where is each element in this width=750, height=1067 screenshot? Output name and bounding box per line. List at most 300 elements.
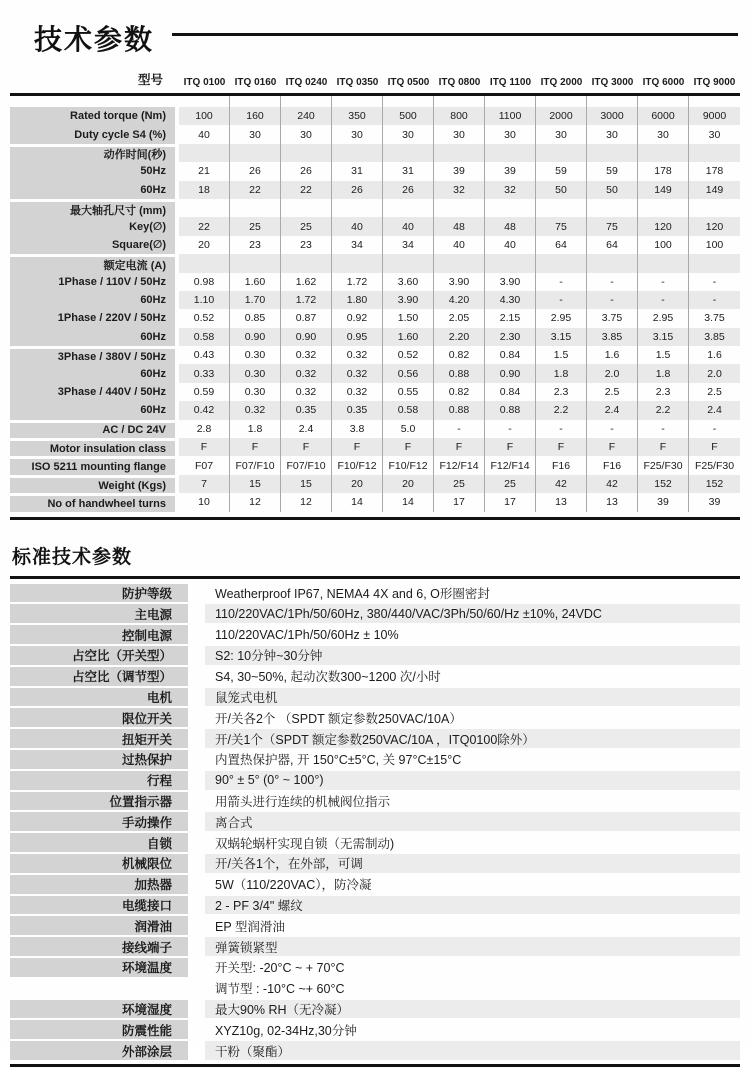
spec-cell <box>638 254 689 272</box>
spec-row-label: 50Hz <box>10 162 175 180</box>
spec-cell: 40 <box>383 217 434 235</box>
spec-cell: - <box>587 291 638 309</box>
spec-cell: - <box>536 291 587 309</box>
spec-cell: F <box>638 438 689 456</box>
spec-table-leadin <box>10 96 740 107</box>
spec-cell: 20 <box>179 236 230 254</box>
spec-row-cells <box>179 162 740 180</box>
spec-cell: 152 <box>638 475 689 493</box>
table-row <box>10 875 740 896</box>
table-row <box>10 420 740 438</box>
spec-cell: 0.32 <box>332 364 383 382</box>
spec-cell: - <box>638 273 689 291</box>
table-row <box>10 729 740 750</box>
spec-cell: 2.3 <box>638 383 689 401</box>
spec-cell: 2.2 <box>536 401 587 419</box>
spec-cell: 0.35 <box>281 401 332 419</box>
spec-row-cells <box>179 364 740 382</box>
spec-cell: 1.5 <box>536 346 587 364</box>
lead-cell <box>230 96 281 107</box>
spec-cell <box>230 199 281 217</box>
spec-cell: 2.20 <box>434 328 485 346</box>
title-row <box>34 18 740 58</box>
model-header: ITQ 0350 <box>336 77 379 88</box>
spec-cell: 3.8 <box>332 420 383 438</box>
table-row <box>10 646 740 667</box>
spec-cell <box>332 254 383 272</box>
model-header: ITQ 0800 <box>438 77 481 88</box>
spec-cell: 2.4 <box>587 401 638 419</box>
spec-row-label: AC / DC 24V <box>10 420 175 438</box>
spec-cell: - <box>434 420 485 438</box>
std-row-label: 外部涂层 <box>10 1041 188 1060</box>
std-row-value: XYZ10g, 02-34Hz,30分钟 <box>215 1023 357 1038</box>
spec-cell <box>485 144 536 162</box>
table-row <box>10 584 740 605</box>
spec-cell <box>689 144 740 162</box>
spec-cell: 22 <box>281 181 332 199</box>
spec-row-label: 60Hz <box>10 181 175 199</box>
std-row-value: 开/关各2个 （SPDT 额定参数250VAC/10A） <box>215 711 462 726</box>
spec-cell: 0.43 <box>179 346 230 364</box>
spec-cell: 75 <box>587 217 638 235</box>
spec-cell: 23 <box>230 236 281 254</box>
spec-row-cells <box>179 144 740 162</box>
spec-cell: 25 <box>434 475 485 493</box>
spec-row-label: 60Hz <box>10 291 175 309</box>
spec-row-cells <box>179 438 740 456</box>
spec-cell: F <box>485 438 536 456</box>
std-row-value: 110/220VAC/1Ph/50/60Hz ± 10% <box>215 627 399 642</box>
std-row-value: 开/关1个（SPDT 额定参数250VAC/10A ，ITQ0100除外） <box>205 729 740 748</box>
spec-cell <box>230 254 281 272</box>
title-rule <box>172 33 738 36</box>
spec-cell: 2.30 <box>485 328 536 346</box>
spec-cell: 2.3 <box>536 383 587 401</box>
spec-cell: 0.82 <box>434 346 485 364</box>
spec-cell: 32 <box>485 181 536 199</box>
spec-cell: 500 <box>383 107 434 125</box>
spec-cell: 1100 <box>485 107 536 125</box>
std-row-value: 弹簧锁紧型 <box>205 937 740 956</box>
spec-cell: F <box>230 438 281 456</box>
page-title: 技术参数 <box>34 24 155 55</box>
std-row-label: 占空比（开关型） <box>10 646 188 665</box>
table-row <box>10 107 740 125</box>
spec-cell: 30 <box>638 125 689 143</box>
spec-cell: 3.90 <box>434 273 485 291</box>
spec-cell: 0.35 <box>332 401 383 419</box>
label-spacer <box>10 96 175 107</box>
std-row-label: 行程 <box>10 771 188 790</box>
std-row-value: EP 型润滑油 <box>215 919 285 934</box>
spec-cell: 13 <box>536 493 587 511</box>
spec-cell: 2000 <box>536 107 587 125</box>
spec-row-cells <box>179 328 740 346</box>
spec-cell: 3.60 <box>383 273 434 291</box>
spec-cell: 22 <box>230 181 281 199</box>
spec-cell: 1.8 <box>638 364 689 382</box>
std-row-value: 内置热保护器, 开 150°C±5°C, 关 97°C±15°C <box>215 753 462 768</box>
section-title: 标准技术参数 <box>12 546 133 568</box>
table-row <box>10 162 740 180</box>
spec-row-cells <box>179 309 740 327</box>
spec-cell: 0.88 <box>485 401 536 419</box>
spec-cell: F <box>689 438 740 456</box>
spec-cell: 3.85 <box>689 328 740 346</box>
spec-cell: 39 <box>434 162 485 180</box>
spec-cell: 15 <box>230 475 281 493</box>
table-row <box>10 896 740 917</box>
spec-cell: 149 <box>638 181 689 199</box>
spec-cell: 39 <box>638 493 689 511</box>
spec-cell <box>587 199 638 217</box>
spec-cell: 100 <box>179 107 230 125</box>
spec-cell: 3.15 <box>536 328 587 346</box>
spec-cell: 14 <box>383 493 434 511</box>
spec-cell: 40 <box>434 236 485 254</box>
spec-cell: 48 <box>485 217 536 235</box>
spec-cell <box>281 199 332 217</box>
lead-cell <box>485 96 536 107</box>
spec-cell: 25 <box>485 475 536 493</box>
model-header: ITQ 0500 <box>387 77 430 88</box>
std-row-value: 双蜗轮蜗杆实现自锁（无需制动) <box>215 836 395 851</box>
spec-cell: 12 <box>281 493 332 511</box>
spec-cell: F07/F10 <box>230 456 281 474</box>
spec-row-cells <box>179 291 740 309</box>
spec-cell <box>689 199 740 217</box>
spec-cell: 59 <box>536 162 587 180</box>
table-row <box>10 916 740 937</box>
std-row-label: 控制电源 <box>10 625 188 644</box>
spec-cell <box>179 199 230 217</box>
spec-cell: 240 <box>281 107 332 125</box>
spec-cell: 40 <box>485 236 536 254</box>
std-row-label: 手动操作 <box>10 812 188 831</box>
spec-cell: 1.8 <box>230 420 281 438</box>
spec-cell: 7 <box>179 475 230 493</box>
spec-cell: - <box>587 420 638 438</box>
spec-cell: F <box>383 438 434 456</box>
spec-cell: 3.75 <box>587 309 638 327</box>
spec-cell: 149 <box>689 181 740 199</box>
spec-cell: 2.0 <box>587 364 638 382</box>
table-row <box>10 199 740 217</box>
spec-row-cells <box>179 217 740 235</box>
spec-cell: 26 <box>281 162 332 180</box>
spec-row-cells <box>179 420 740 438</box>
spec-cell: 30 <box>230 125 281 143</box>
spec-cell: 30 <box>383 125 434 143</box>
spec-cell: 40 <box>332 217 383 235</box>
spec-row-label: Motor insulation class <box>10 438 175 456</box>
table-row <box>10 1000 740 1021</box>
spec-cell: 14 <box>332 493 383 511</box>
std-row-label: 电缆接口 <box>10 896 188 915</box>
spec-cell: F <box>332 438 383 456</box>
spec-cell: 2.95 <box>638 309 689 327</box>
std-row-label: 防震性能 <box>10 1020 188 1039</box>
spec-cell: - <box>689 291 740 309</box>
spec-cell <box>383 199 434 217</box>
table-row-continued <box>10 979 740 1000</box>
spec-cell: 160 <box>230 107 281 125</box>
table-row <box>10 604 740 625</box>
spec-cell: 0.82 <box>434 383 485 401</box>
table-row <box>10 125 740 143</box>
spec-cell: 31 <box>332 162 383 180</box>
spec-cell <box>179 254 230 272</box>
spec-cell <box>434 144 485 162</box>
spec-cell: 0.42 <box>179 401 230 419</box>
spec-cell: 34 <box>383 236 434 254</box>
spec-row-label: ISO 5211 mounting flange <box>10 456 175 474</box>
spec-cell: - <box>712 275 717 288</box>
model-header: ITQ 0240 <box>285 77 328 88</box>
spec-cell: 1.80 <box>332 291 383 309</box>
spec-cell <box>536 144 587 162</box>
spec-cell: 20 <box>383 475 434 493</box>
spec-cell: 152 <box>689 475 740 493</box>
table-row <box>10 291 740 309</box>
spec-cell: 26 <box>332 181 383 199</box>
table-row <box>10 625 740 646</box>
spec-cell: F07 <box>179 456 230 474</box>
spec-cell: 30 <box>536 125 587 143</box>
section-title-rule <box>10 576 740 579</box>
spec-cell: 1.10 <box>179 291 230 309</box>
model-header: ITQ 1100 <box>489 77 532 88</box>
std-row-value: 最大90% RH（无冷凝） <box>205 1000 740 1019</box>
spec-cell: 5.0 <box>383 420 434 438</box>
spec-cell: 3000 <box>587 107 638 125</box>
spec-table-body <box>10 96 740 512</box>
spec-row-cells <box>179 383 740 401</box>
spec-row-cells <box>179 125 740 143</box>
lead-cell <box>638 96 689 107</box>
spec-cell: 39 <box>485 162 536 180</box>
spec-cell: 2.4 <box>689 401 740 419</box>
spec-cell: - <box>712 422 717 435</box>
spec-cell: F07/F10 <box>281 456 332 474</box>
spec-row-cells <box>179 254 740 272</box>
lead-cell <box>689 96 740 107</box>
spec-cell: 4.20 <box>434 291 485 309</box>
spec-cell <box>638 144 689 162</box>
spec-cell: 0.32 <box>332 383 383 401</box>
spec-cell <box>689 254 740 272</box>
spec-cell: 0.30 <box>230 383 281 401</box>
spec-cell: 2.5 <box>587 383 638 401</box>
table-row <box>10 854 740 875</box>
spec-cell: 0.58 <box>179 328 230 346</box>
spec-cell: 3.75 <box>704 312 725 325</box>
spec-cell: 0.32 <box>332 346 383 364</box>
spec-cell: 0.84 <box>485 383 536 401</box>
spec-row-label: 3Phase / 440V / 50Hz <box>10 383 175 401</box>
spec-cell: - <box>638 291 689 309</box>
table-row <box>10 438 740 456</box>
spec-row-label: Weight (Kgs) <box>10 475 175 493</box>
spec-cell: 0.30 <box>230 346 281 364</box>
std-row-label: 机械限位 <box>10 854 188 873</box>
spec-row-label: Duty cycle S4 (%) <box>10 125 175 143</box>
table-row <box>10 236 740 254</box>
spec-cell: F16 <box>587 456 638 474</box>
spec-cell: 0.33 <box>179 364 230 382</box>
spec-cell: 1.8 <box>536 364 587 382</box>
std-row-value: S2: 10分钟~30分钟 <box>205 646 740 665</box>
spec-cell: 350 <box>332 107 383 125</box>
spec-cell: 40 <box>179 125 230 143</box>
spec-cell: 0.95 <box>332 328 383 346</box>
spec-cell: 31 <box>383 162 434 180</box>
spec-cell: 178 <box>705 165 724 178</box>
std-row-value: 5W（110/220VAC），防冷凝 <box>215 878 372 893</box>
spec-cell: 0.52 <box>383 346 434 364</box>
spec-cell <box>434 254 485 272</box>
spec-cell: 0.32 <box>230 401 281 419</box>
spec-row-label: Rated torque (Nm) <box>10 107 175 125</box>
spec-cell: F12/F14 <box>485 456 536 474</box>
spec-cell: 0.55 <box>383 383 434 401</box>
std-row-label: 占空比（调节型） <box>10 667 188 686</box>
std-row-label: 加热器 <box>10 875 188 894</box>
model-header: ITQ 2000 <box>540 77 583 88</box>
spec-cell: F <box>587 438 638 456</box>
std-row-label: 防护等级 <box>10 584 188 603</box>
spec-cell <box>383 144 434 162</box>
table-row <box>10 217 740 235</box>
spec-cell: 0.30 <box>230 364 281 382</box>
spec-cell <box>332 144 383 162</box>
table-row <box>10 812 740 833</box>
spec-cell: 2.5 <box>707 386 722 399</box>
spec-cell: 1.6 <box>707 349 722 362</box>
spec-cell: 0.92 <box>332 309 383 327</box>
spec-cell: 1.72 <box>332 273 383 291</box>
spec-cell <box>281 254 332 272</box>
spec-row-label: 动作时间(秒) <box>10 144 175 162</box>
spec-cell: 15 <box>281 475 332 493</box>
table-row <box>10 254 740 272</box>
spec-row-cells <box>179 401 740 419</box>
spec-cell: 22 <box>179 217 230 235</box>
spec-cell: F10/F12 <box>383 456 434 474</box>
spec-cell: 1.70 <box>230 291 281 309</box>
table-row <box>10 273 740 291</box>
spec-cell: 50 <box>587 181 638 199</box>
model-header: ITQ 6000 <box>642 77 685 88</box>
spec-cell: - <box>485 420 536 438</box>
spec-cell: 2.2 <box>638 401 689 419</box>
spec-cell: 1.5 <box>638 346 689 364</box>
spec-cell: 1.60 <box>230 273 281 291</box>
spec-cell: 1.50 <box>383 309 434 327</box>
spec-cell: 0.90 <box>281 328 332 346</box>
spec-cell: 100 <box>638 236 689 254</box>
table-row <box>10 181 740 199</box>
std-row-label: 扭矩开关 <box>10 729 188 748</box>
spec-cell <box>383 254 434 272</box>
spec-cell: - <box>638 420 689 438</box>
std-row-label: 位置指示器 <box>10 792 188 811</box>
spec-cell: 2.15 <box>485 309 536 327</box>
spec-row-label: No of handwheel turns <box>10 493 175 511</box>
table-row <box>10 1020 740 1041</box>
std-row-label: 主电源 <box>10 604 188 623</box>
spec-cell <box>536 199 587 217</box>
table-row <box>10 328 740 346</box>
spec-cell: F <box>434 438 485 456</box>
spec-cell: 64 <box>536 236 587 254</box>
spec-cell: 30 <box>485 125 536 143</box>
spec-cell <box>179 144 230 162</box>
table-row <box>10 750 740 771</box>
spec-cell: 13 <box>587 493 638 511</box>
lead-cell <box>434 96 485 107</box>
spec-cell: F12/F14 <box>434 456 485 474</box>
spec-cell: 50 <box>536 181 587 199</box>
std-row-label: 环境温度 <box>10 958 188 977</box>
spec-row-label: 60Hz <box>10 364 175 382</box>
spec-cell <box>434 199 485 217</box>
spec-cell: 42 <box>587 475 638 493</box>
standard-table <box>10 584 740 1062</box>
spec-cell: 21 <box>179 162 230 180</box>
spec-cell: - <box>536 273 587 291</box>
table-row <box>10 667 740 688</box>
spec-cell: 64 <box>587 236 638 254</box>
spec-cell <box>485 199 536 217</box>
spec-cell <box>485 254 536 272</box>
spec-cell: 30 <box>434 125 485 143</box>
spec-cell: 0.32 <box>281 346 332 364</box>
std-row-value: 鼠笼式电机 <box>205 688 740 707</box>
table-row <box>10 708 740 729</box>
lead-cell <box>281 96 332 107</box>
spec-cell: 0.32 <box>281 364 332 382</box>
lead-cell <box>332 96 383 107</box>
std-row-value: 90° ± 5° (0° ~ 100°) <box>205 771 740 790</box>
table-row <box>10 309 740 327</box>
spec-cell: 59 <box>587 162 638 180</box>
spec-cell: 1.62 <box>281 273 332 291</box>
spec-cell: - <box>587 273 638 291</box>
spec-cell: 26 <box>383 181 434 199</box>
table-row <box>10 688 740 709</box>
std-row-value: Weatherproof IP67, NEMA4 4X and 6, O形圈密封 <box>215 586 490 601</box>
spec-cell: 26 <box>230 162 281 180</box>
spec-cell: 2.0 <box>689 364 740 382</box>
spec-cell: 25 <box>281 217 332 235</box>
spec-cell: 100 <box>705 238 724 251</box>
spec-cell: 0.59 <box>179 383 230 401</box>
spec-cell: 42 <box>536 475 587 493</box>
table-row <box>10 937 740 958</box>
model-column-label: 型号 <box>137 73 163 87</box>
spec-cell: 3.90 <box>485 273 536 291</box>
std-row-value: 干粉（聚酯） <box>205 1041 740 1060</box>
table-row <box>10 493 740 511</box>
spec-row-cells <box>179 199 740 217</box>
spec-row-cells <box>179 181 740 199</box>
spec-row-label: 额定电流 (A) <box>10 254 175 272</box>
spec-cell: 120 <box>689 217 740 235</box>
spec-cell: F <box>281 438 332 456</box>
spec-cell: 1.72 <box>281 291 332 309</box>
